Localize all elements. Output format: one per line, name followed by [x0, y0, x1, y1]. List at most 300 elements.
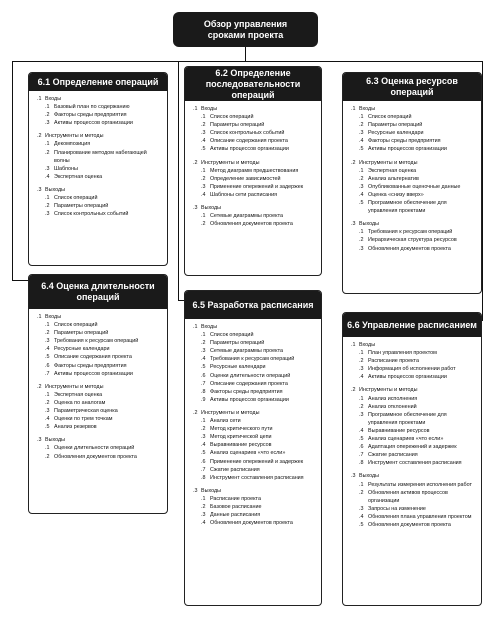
- outputs-section: [351, 220, 475, 252]
- item-text: Параметры операций: [210, 122, 265, 129]
- item-number: .2: [359, 358, 364, 365]
- item-number: .2: [359, 403, 364, 410]
- item-number: .1: [45, 195, 50, 202]
- item-number: .1: [359, 481, 364, 488]
- item-number: .5: [201, 450, 206, 457]
- list-item: [37, 444, 161, 452]
- list-item: [351, 489, 475, 505]
- list-item: [193, 183, 315, 191]
- list-item: [37, 194, 161, 202]
- list-item: [37, 370, 161, 378]
- item-text: Применение опережений и задержек: [210, 458, 304, 465]
- item-number: .2: [359, 489, 364, 496]
- inputs-section: [37, 95, 161, 127]
- list-item: [37, 321, 161, 329]
- list-item: [193, 347, 315, 355]
- list-item: [351, 199, 475, 215]
- list-item: [351, 175, 475, 183]
- list-item: [37, 391, 161, 399]
- section-number: .3: [37, 186, 42, 193]
- outputs-section: [351, 472, 475, 529]
- list-item: [351, 167, 475, 175]
- list-item: [37, 337, 161, 345]
- list-item: [193, 145, 315, 153]
- item-number: .4: [359, 191, 364, 198]
- item-text: Базовый план по содержанию: [54, 104, 130, 111]
- item-number: .2: [45, 399, 50, 406]
- outputs-section: [37, 436, 161, 460]
- list-item: [193, 363, 315, 371]
- item-number: .1: [201, 495, 206, 502]
- section-title: Инструменты и методы: [359, 159, 418, 166]
- item-number: .9: [201, 396, 206, 403]
- section-number: .3: [193, 205, 198, 212]
- item-number: .6: [359, 444, 364, 451]
- list-item: [37, 399, 161, 407]
- item-number: .4: [201, 520, 206, 527]
- top-horizontal-connector: [12, 61, 482, 62]
- item-text: Список операций: [210, 114, 254, 121]
- list-item: [351, 427, 475, 435]
- section-title: Входы: [201, 324, 218, 330]
- list-item: [193, 519, 315, 527]
- item-text: Информация об исполнении работ: [368, 366, 456, 373]
- list-item: [193, 212, 315, 220]
- item-text: Сжатие расписания: [368, 452, 418, 459]
- section-number: .3: [351, 473, 356, 480]
- item-number: .2: [45, 330, 50, 337]
- section-number: .2: [37, 133, 42, 140]
- item-number: .2: [201, 503, 206, 510]
- process-6-5-title-text: 6.5 Разработка расписания: [192, 299, 314, 310]
- item-number: .1: [45, 391, 50, 398]
- list-item: [193, 433, 315, 441]
- outputs-section: [37, 186, 161, 218]
- item-number: .3: [359, 505, 364, 512]
- tools-section: [193, 409, 315, 482]
- item-number: .4: [201, 442, 206, 449]
- item-text: Базовое расписание: [210, 503, 262, 510]
- item-text: Расписание проекта: [368, 358, 419, 365]
- item-number: .3: [45, 338, 50, 345]
- item-number: .2: [359, 122, 364, 129]
- root-title-line1: Обзор управления: [203, 18, 288, 29]
- item-number: .2: [45, 453, 50, 460]
- list-item: [193, 425, 315, 433]
- section-title: Выходы: [45, 437, 66, 444]
- item-text: Список операций: [54, 195, 98, 202]
- item-number: .6: [201, 458, 206, 465]
- item-number: .8: [201, 474, 206, 481]
- process-6-5-title: [185, 291, 321, 319]
- right-vertical-connector: [482, 61, 483, 321]
- item-text: Ресурсные календари: [54, 346, 110, 353]
- list-item: [193, 396, 315, 404]
- item-text: Сетевые диаграммы проекта: [210, 213, 283, 220]
- item-text: Декомпозиция: [54, 141, 91, 148]
- list-item: [193, 129, 315, 137]
- item-number: .1: [359, 167, 364, 174]
- list-item: [193, 175, 315, 183]
- list-item: [37, 165, 161, 173]
- section-title: Выходы: [201, 487, 222, 494]
- section-number: .2: [193, 159, 198, 166]
- item-number: .5: [359, 200, 364, 207]
- item-number: .7: [201, 380, 206, 387]
- list-item: [193, 372, 315, 380]
- item-number: .4: [359, 138, 364, 145]
- item-number: .1: [359, 229, 364, 236]
- item-number: .1: [201, 213, 206, 220]
- process-6-1-title-text: 6.1 Определение операций: [37, 76, 159, 87]
- list-item: [351, 191, 475, 199]
- item-number: .2: [201, 175, 206, 182]
- section-title: Входы: [359, 106, 376, 112]
- item-number: .1: [201, 167, 206, 174]
- item-number: .5: [359, 146, 364, 153]
- item-text: Инструмент составления расписания: [368, 460, 462, 467]
- item-number: .7: [359, 452, 364, 459]
- item-text: Оценки длительности операций: [54, 445, 135, 452]
- process-6-6-title-text: 6.6 Управление расписанием: [347, 319, 477, 330]
- item-number: .2: [359, 237, 364, 244]
- item-text: Активы процессов организации: [54, 370, 133, 377]
- item-text: Обновления документов проекта: [54, 453, 137, 460]
- item-number: .2: [201, 340, 206, 347]
- process-6-3-box: [342, 72, 482, 294]
- section-number: .3: [193, 487, 198, 494]
- item-text: Активы процессов организации: [368, 374, 447, 381]
- list-item: [351, 403, 475, 411]
- item-number: .3: [45, 408, 50, 415]
- section-title: Выходы: [201, 205, 222, 212]
- process-6-4-title: [29, 275, 167, 309]
- list-item: [351, 451, 475, 459]
- item-number: .4: [45, 173, 50, 180]
- list-item: [193, 355, 315, 363]
- list-item: [37, 329, 161, 337]
- item-text: Определение зависимостей: [210, 175, 281, 182]
- item-number: .1: [45, 141, 50, 148]
- section-title: Входы: [201, 106, 218, 112]
- process-6-1-title: [29, 73, 167, 91]
- item-text: Применение опережений и задержек: [210, 183, 304, 190]
- list-item: [193, 417, 315, 425]
- section-title: Входы: [45, 96, 62, 102]
- item-text: Параметры операций: [54, 203, 109, 210]
- item-number: .5: [201, 364, 206, 371]
- tools-section: [37, 383, 161, 432]
- item-number: .8: [359, 460, 364, 467]
- section-number: .1: [351, 106, 356, 112]
- list-item: [37, 202, 161, 210]
- list-item: [351, 513, 475, 521]
- item-text: Метод критического пути: [210, 426, 273, 433]
- section-title: Инструменты и методы: [45, 383, 104, 390]
- section-title: Инструменты и методы: [45, 133, 104, 140]
- process-6-4-title-text: 6.4 Оценка длительности операций: [41, 281, 155, 302]
- list-item: [351, 505, 475, 513]
- item-text: Требования к ресурсам операций: [368, 229, 453, 236]
- section-title: Выходы: [359, 221, 380, 228]
- left-vertical-connector: [12, 61, 13, 281]
- list-item: [37, 407, 161, 415]
- item-text: Экспертная оценка: [368, 167, 417, 174]
- list-item: [351, 411, 475, 427]
- item-text: Обновления активов процессов организации: [368, 489, 448, 504]
- item-text: Шаблоны сети расписания: [210, 191, 278, 198]
- section-title: Инструменты и методы: [201, 409, 260, 416]
- tools-section: [193, 159, 315, 199]
- item-number: .3: [359, 245, 364, 252]
- inputs-section: [193, 323, 315, 404]
- list-item: [193, 113, 315, 121]
- list-item: [193, 331, 315, 339]
- item-number: .3: [45, 211, 50, 218]
- item-number: .6: [45, 362, 50, 369]
- list-item: [37, 210, 161, 218]
- list-item: [193, 503, 315, 511]
- list-item: [193, 191, 315, 199]
- list-item: [193, 466, 315, 474]
- item-number: .3: [201, 434, 206, 441]
- item-text: Сжатие расписания: [210, 466, 260, 473]
- item-number: .4: [45, 346, 50, 353]
- process-6-4-box: [28, 274, 168, 514]
- item-text: Сетевые диаграммы проекта: [210, 348, 283, 355]
- item-text: Анализ сценариев «что если»: [368, 436, 444, 443]
- item-text: Запросы на изменение: [368, 505, 426, 512]
- list-item: [37, 415, 161, 423]
- list-item: [193, 474, 315, 482]
- item-number: .1: [359, 350, 364, 357]
- inputs-section: [193, 105, 315, 154]
- item-text: Инструмент составления расписания: [210, 474, 304, 481]
- item-number: .4: [201, 138, 206, 145]
- item-text: Параметры операций: [368, 122, 423, 129]
- list-item: [351, 245, 475, 253]
- process-6-6-box: [342, 312, 482, 606]
- item-text: Оценка «снизу вверх»: [368, 191, 424, 198]
- list-item: [351, 357, 475, 365]
- list-item: [351, 113, 475, 121]
- item-number: .1: [45, 104, 50, 111]
- item-number: .3: [359, 411, 364, 418]
- item-number: .2: [359, 175, 364, 182]
- item-text: Иерархическая структура ресурсов: [368, 237, 457, 244]
- item-text: Метод диаграмм предшествования: [210, 167, 299, 174]
- item-number: .3: [201, 512, 206, 519]
- item-text: Выравнивание ресурсов: [368, 427, 430, 434]
- list-item: [193, 220, 315, 228]
- item-text: Анализ сети: [210, 418, 241, 425]
- list-item: [37, 345, 161, 353]
- item-text: Обновления документов проекта: [368, 521, 451, 528]
- item-text: Факторы среды предприятия: [54, 362, 127, 369]
- section-number: .1: [193, 106, 198, 112]
- section-number: .1: [351, 342, 356, 348]
- item-number: .4: [201, 356, 206, 363]
- item-number: .1: [45, 322, 50, 329]
- item-text: Список контрольных событий: [54, 211, 129, 218]
- item-number: .7: [201, 466, 206, 473]
- list-item: [37, 103, 161, 111]
- process-6-3-title-text: 6.3 Оценка ресурсов операций: [366, 76, 458, 97]
- section-number: .3: [37, 437, 42, 444]
- list-item: [351, 145, 475, 153]
- section-title: Входы: [45, 314, 62, 320]
- list-item: [193, 167, 315, 175]
- section-title: Выходы: [359, 473, 380, 480]
- root-connector: [245, 47, 246, 61]
- section-number: .2: [351, 159, 356, 166]
- list-item: [37, 453, 161, 461]
- item-number: .5: [45, 354, 50, 361]
- item-number: .2: [201, 221, 206, 228]
- item-number: .3: [201, 130, 206, 137]
- item-text: Анализ исполнения: [368, 395, 418, 402]
- tools-section: [37, 132, 161, 181]
- list-item: [193, 511, 315, 519]
- item-number: .1: [359, 114, 364, 121]
- item-text: Список операций: [368, 114, 412, 121]
- item-text: Факторы среды предприятия: [210, 388, 283, 395]
- item-text: Расписание проекта: [210, 495, 261, 502]
- item-number: .5: [45, 424, 50, 431]
- process-6-5-box: [184, 290, 322, 606]
- item-number: .4: [359, 374, 364, 381]
- list-item: [351, 121, 475, 129]
- list-item: [37, 362, 161, 370]
- item-text: Активы процессов организации: [210, 146, 289, 153]
- item-text: Адаптация опережений и задержек: [368, 444, 457, 451]
- list-item: [351, 365, 475, 373]
- item-text: Оценка по аналогам: [54, 399, 106, 406]
- outputs-section: [193, 487, 315, 527]
- section-title: Выходы: [45, 186, 66, 193]
- list-item: [193, 449, 315, 457]
- center-vertical-connector: [178, 61, 179, 301]
- list-item: [37, 423, 161, 431]
- list-item: [193, 339, 315, 347]
- item-number: .3: [45, 165, 50, 172]
- item-number: .8: [201, 388, 206, 395]
- process-6-6-title: [343, 313, 481, 337]
- list-item: [193, 137, 315, 145]
- list-item: [37, 149, 161, 165]
- item-text: Активы процессов организации: [210, 396, 289, 403]
- item-number: .1: [359, 395, 364, 402]
- item-text: Программное обеспечение для управления проектами: [368, 200, 447, 215]
- item-number: .2: [201, 122, 206, 129]
- list-item: [351, 481, 475, 489]
- list-item: [193, 380, 315, 388]
- list-item: [351, 236, 475, 244]
- list-item: [351, 373, 475, 381]
- item-text: Анализ резервов: [54, 424, 97, 431]
- inputs-section: [351, 105, 475, 154]
- item-text: Параметрическая оценка: [54, 408, 118, 415]
- item-number: .3: [201, 348, 206, 355]
- item-text: Оценки длительности операций: [210, 372, 291, 379]
- item-text: Анализ отклонений: [368, 403, 417, 410]
- list-item: [351, 137, 475, 145]
- item-number: .6: [201, 372, 206, 379]
- inputs-section: [37, 313, 161, 378]
- item-text: Параметры операций: [54, 330, 109, 337]
- item-number: .3: [359, 366, 364, 373]
- item-text: Опубликованные оценочные данные: [368, 183, 461, 190]
- process-6-2-box: [184, 66, 322, 276]
- list-item: [193, 458, 315, 466]
- item-text: Анализ сценариев «что если»: [210, 450, 286, 457]
- tools-section: [351, 386, 475, 467]
- inputs-section: [351, 341, 475, 381]
- list-item: [193, 495, 315, 503]
- item-text: План управления проектом: [368, 350, 437, 357]
- item-number: .4: [45, 416, 50, 423]
- list-item: [351, 349, 475, 357]
- item-text: Ресурсные календари: [368, 130, 424, 137]
- item-text: Программное обеспечение для управления проектами: [368, 411, 447, 426]
- list-item: [351, 443, 475, 451]
- section-number: .2: [193, 409, 198, 416]
- process-6-2-title: [185, 67, 321, 101]
- list-item: [193, 121, 315, 129]
- item-text: Активы процессов организации: [54, 120, 133, 127]
- list-item: [193, 441, 315, 449]
- section-number: .3: [351, 221, 356, 228]
- item-number: .2: [45, 112, 50, 119]
- item-number: .1: [201, 332, 206, 339]
- left-stub-to-6-4: [12, 280, 28, 281]
- item-text: Экспертная оценка: [54, 391, 103, 398]
- item-number: .5: [359, 521, 364, 528]
- section-title: Инструменты и методы: [201, 159, 260, 166]
- outputs-section: [193, 204, 315, 228]
- item-number: .7: [45, 370, 50, 377]
- list-item: [351, 435, 475, 443]
- item-number: .3: [359, 183, 364, 190]
- item-number: .1: [201, 114, 206, 121]
- item-number: .3: [45, 120, 50, 127]
- item-text: Анализ альтернатив: [368, 175, 419, 182]
- process-6-3-title: [343, 73, 481, 101]
- item-text: Требования к ресурсам операций: [54, 338, 139, 345]
- section-number: .1: [37, 96, 42, 102]
- item-number: .1: [45, 445, 50, 452]
- item-text: Шаблоны: [54, 165, 78, 172]
- root-title-line2: сроками проекта: [207, 29, 284, 40]
- section-number: .1: [193, 324, 198, 330]
- section-title: Инструменты и методы: [359, 387, 418, 394]
- item-number: .4: [359, 427, 364, 434]
- item-text: Список операций: [54, 322, 98, 329]
- item-text: Обновления документов проекта: [210, 221, 293, 228]
- tools-section: [351, 159, 475, 216]
- process-6-1-box: [28, 72, 168, 266]
- item-text: Метод критической цепи: [210, 434, 272, 441]
- item-text: Требования к ресурсам операций: [210, 356, 295, 363]
- item-text: Ресурсные календари: [210, 364, 266, 371]
- list-item: [37, 173, 161, 181]
- item-text: Выравнивание ресурсов: [210, 442, 272, 449]
- item-text: Факторы среды предприятия: [368, 138, 441, 145]
- item-number: .4: [201, 191, 206, 198]
- item-text: Результаты измерения исполнения работ: [368, 481, 472, 488]
- item-number: .1: [201, 418, 206, 425]
- item-number: .5: [201, 146, 206, 153]
